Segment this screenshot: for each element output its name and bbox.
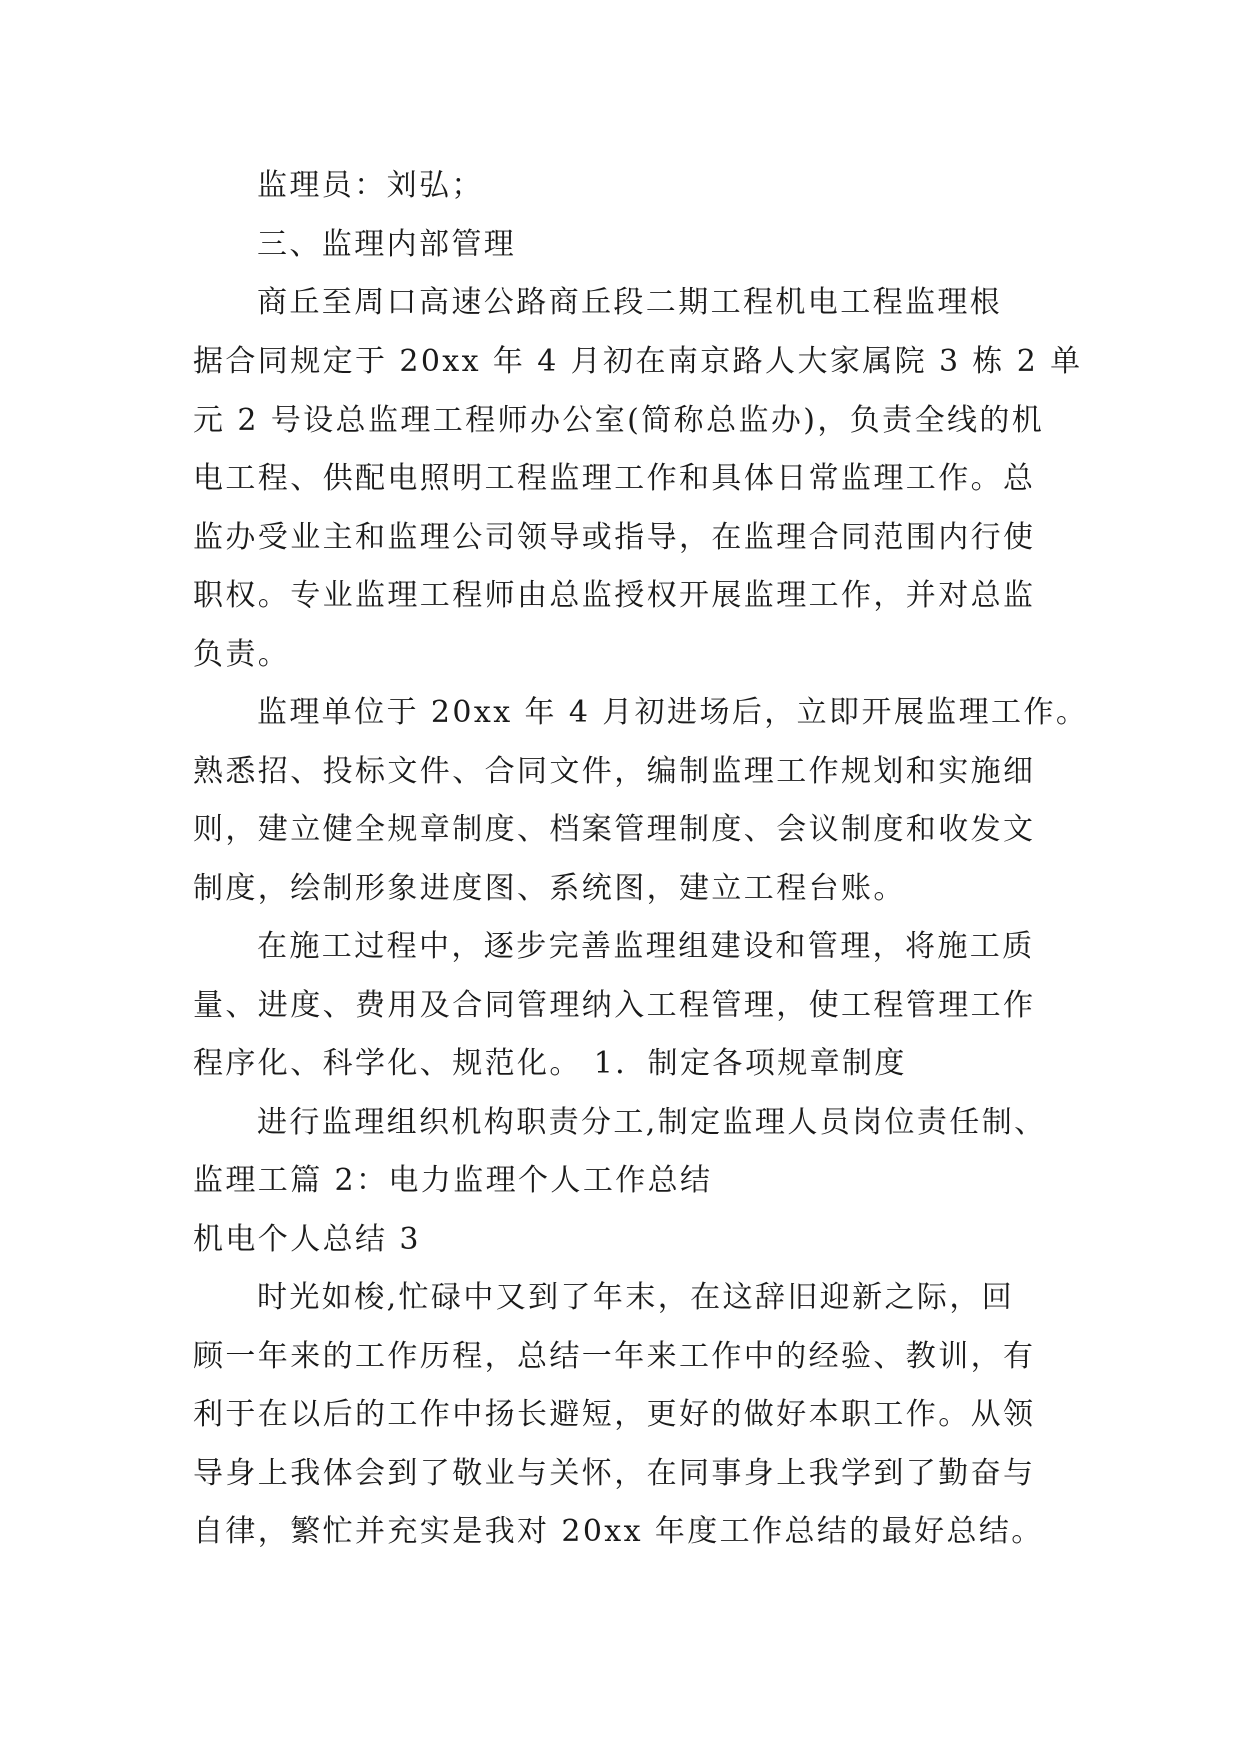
text-line: 熟悉招、投标文件、合同文件，编制监理工作规划和实施细 — [193, 754, 1036, 789]
text-line: 据合同规定于 20xx 年 4 月初在南京路人大家属院 3 栋 2 单 — [193, 344, 1083, 379]
section-heading: 三、监理内部管理 — [257, 227, 517, 262]
text-line: 顾一年来的工作历程，总结一年来工作中的经验、教训，有 — [193, 1339, 1036, 1374]
text-line: 则，建立健全规章制度、档案管理制度、会议制度和收发文 — [193, 812, 1036, 847]
text-line: 在施工过程中，逐步完善监理组建设和管理，将施工质 — [257, 929, 1035, 964]
text-line: 监理员：刘弘； — [257, 168, 484, 203]
text-line: 时光如梭,忙碌中又到了年末，在这辞旧迎新之际，回 — [257, 1280, 1015, 1315]
text-line: 监办受业主和监理公司领导或指导，在监理合同范围内行使 — [193, 520, 1036, 555]
text-line: 自律，繁忙并充实是我对 20xx 年度工作总结的最好总结。 — [193, 1514, 1044, 1549]
text-line: 导身上我体会到了敬业与关怀，在同事身上我学到了勤奋与 — [193, 1456, 1036, 1491]
text-line: 负责。 — [193, 637, 291, 672]
text-line: 职权。专业监理工程师由总监授权开展监理工作，并对总监 — [193, 578, 1036, 613]
text-line: 利于在以后的工作中扬长避短，更好的做好本职工作。从领 — [193, 1397, 1036, 1432]
text-line: 制度，绘制形象进度图、系统图，建立工程台账。 — [193, 871, 906, 906]
text-line: 监理工篇 2：电力监理个人工作总结 — [193, 1163, 713, 1198]
text-line: 量、进度、费用及合同管理纳入工程管理，使工程管理工作 — [193, 988, 1036, 1023]
text-line: 程序化、科学化、规范化。 1．制定各项规章制度 — [193, 1046, 907, 1081]
text-line: 元 2 号设总监理工程师办公室(简称总监办)，负责全线的机 — [193, 403, 1045, 438]
text-line: 商丘至周口高速公路商丘段二期工程机电工程监理根 — [257, 285, 1003, 320]
text-line: 监理单位于 20xx 年 4 月初进场后，立即开展监理工作。 — [257, 695, 1089, 730]
section-heading: 机电个人总结 3 — [193, 1222, 421, 1257]
text-line: 电工程、供配电照明工程监理工作和具体日常监理工作。总 — [193, 461, 1036, 496]
text-line: 进行监理组织机构职责分工,制定监理人员岗位责任制、 — [257, 1105, 1047, 1140]
